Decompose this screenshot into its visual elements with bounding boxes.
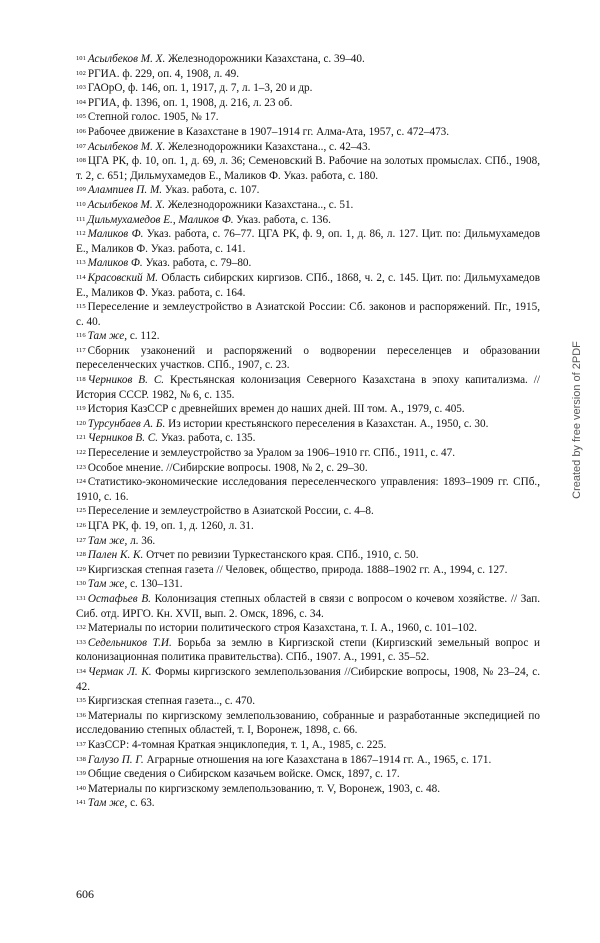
footnote-text: Область сибирских киргизов. СПб., 1868, ч. 2, с. 145. Цит. по: Дильмухамедов Е., Маликов Ф. Указ. работа, с. 164. [76,271,540,299]
footnote-number: 103 [76,84,86,92]
footnote [76,431,540,446]
footnote-number: 118 [76,376,86,384]
footnote-number: 112 [76,230,86,238]
footnote-number: 111 [76,215,86,223]
footnote-number: 106 [76,127,86,135]
footnote-text: Материалы по киргизскому землепользованию, собранные и разработанные экспедицией по исследованию степных областей, т. I, Воронеж, 1898, с. 66. [76,709,540,737]
footnote-text: Степной голос. 1905, № 17. [87,111,219,124]
footnote-text: РГИА. ф. 229, оп. 4, 1908, л. 49. [87,67,240,80]
footnote-text: Указ. работа, с. 79–80. [142,257,252,270]
footnote [76,694,540,709]
footnote [76,738,540,753]
footnote-author: Черников В. С. [87,374,165,387]
footnote-number: 140 [76,784,86,792]
footnote-author: Пален К. К. [87,549,144,562]
footnote [76,271,540,300]
footnote-text: л. 36. [127,534,156,547]
footnote-text: Борьба за землю в Киргизской степи (Киргизский земельный вопрос и колонизационная политика правительства). СПб., 1907. А., 1991, с. 35–52. [76,636,540,664]
footnote-number: 129 [76,565,86,573]
footnote-number: 121 [76,434,86,442]
footnote-text: Формы киргизского землепользования //Сибирские вопросы, 1908, № 23–24, с. 42. [76,665,540,693]
footnote-author: Там же, [87,330,128,343]
footnote [76,577,540,592]
footnote-number: 116 [76,332,86,340]
footnote-number: 127 [76,536,86,544]
footnote [76,621,540,636]
footnote-number: 141 [76,799,86,807]
footnote [76,548,540,563]
footnote [76,519,540,534]
footnotes-list [76,52,540,811]
footnote-text: Сборник узаконений и распоряжений о водворении переселенцев и образовании переселенческих участков. СПб., 1907, с. 23. [76,344,540,372]
footnote-author: Маликов Ф. [87,228,144,241]
footnote [76,81,540,96]
footnote-text: Отчет по ревизии Туркестанского края. СПб., 1910, с. 50. [143,549,419,562]
footnote-author: Асылбеков М. Х. [87,198,166,211]
footnote-text: История КазССР с древнейших времен до наших дней. III том. А., 1979, с. 405. [87,403,465,416]
footnote [76,329,540,344]
footnote-text: Указ. работа, с. 135. [158,432,256,445]
footnote-text: Переселение и землеустройство в Азиатской России: Сб. законов и распоряжений. Пг., 1915, с. 40. [76,301,540,328]
footnote [76,110,540,125]
footnote-number: 139 [76,770,86,778]
footnote-text: Колонизация степных областей в связи с вопросом о кочевом хозяйстве. // Зап. Сиб. отд. ИРГО. Кн. XVII, вып. 2. Омск, 1896, с. 34. [76,592,540,620]
footnote [76,417,540,432]
footnote-text: Рабочее движение в Казахстане в 1907–1914 гг. Алма-Ата, 1957, с. 472–473. [87,125,450,138]
footnote-number: 110 [76,200,86,208]
footnote-text: Из истории крестьянского переселения в Казахстан. А., 1950, с. 30. [165,417,489,430]
watermark-text: Created by free version of 2PDF [571,341,583,499]
footnote-number: 101 [76,55,86,62]
footnote [76,52,540,67]
footnote [76,782,540,797]
footnote [76,140,540,155]
footnote [76,475,540,504]
footnote-text: Указ. работа, с. 107. [162,184,260,197]
footnote-author: Асылбеков М. Х. [87,53,166,65]
footnote-text: Указ. работа, с. 136. [233,213,331,226]
footnote-number: 122 [76,449,86,457]
footnote-text: с. 130–131. [127,578,183,591]
footnote-text: Железнодорожники Казахстана.., с. 42–43. [165,140,371,153]
footnote [76,256,540,271]
footnote-author: Седельников Т.И. [87,636,172,649]
footnote [76,563,540,578]
footnote [76,402,540,417]
footnote-text: Особое мнение. //Сибирские вопросы. 1908, № 2, с. 29–30. [87,461,368,474]
footnote [76,67,540,82]
footnote-author: Там же, [87,534,128,547]
footnote [76,227,540,256]
footnote-number: 104 [76,98,86,106]
footnote-number: 108 [76,157,86,165]
footnote-number: 125 [76,507,86,515]
footnote-text: с. 112. [127,330,160,343]
footnote-text: Киргизская степная газета // Человек, общество, природа. 1888–1902 гг. А., 1994, с. 127. [87,563,508,576]
footnote-text: Киргизская степная газета.., с. 470. [87,695,256,708]
footnote [76,636,540,665]
footnote [76,96,540,111]
footnote [76,125,540,140]
footnote-number: 105 [76,113,86,121]
footnote-text: Статистико-экономические исследования переселенческого управления: 1893–1909 гг. СПб., 1910, с. 16. [76,476,540,503]
footnote-number: 136 [76,711,86,719]
footnote [76,592,540,621]
footnote-text: с. 63. [127,797,155,810]
footnote-text: Материалы по киргизскому землепользованию, т. V, Воронеж, 1903, с. 48. [87,782,440,795]
footnote-author: Маликов Ф. [87,257,143,270]
footnote [76,709,540,738]
footnote [76,300,540,329]
footnote [76,213,540,228]
footnote-author: Турсунбаев А. Б. [87,417,166,430]
footnote-number: 131 [76,594,86,602]
footnote-author: Остафьев В. [87,592,151,605]
footnote-author: Дильмухамедов Е., Маликов Ф. [87,213,234,226]
footnote-text: Аграрные отношения на юге Казахстана в 1867–1914 гг. А., 1965, с. 171. [143,753,492,766]
footnote-number: 120 [76,419,86,427]
footnote [76,198,540,213]
footnote-text: РГИА, ф. 1396, оп. 1, 1908, д. 216, л. 23 об. [87,96,293,109]
footnote-author: Асылбеков М. Х. [87,140,166,153]
footnote-text: Указ. работа, с. 76–77. ЦГА РК, ф. 9, оп. 1, д. 86, л. 127. Цит. по: Дильмухамедов Е., Маликов Ф. Указ. работа, с. 141. [76,228,541,255]
footnote [76,753,540,768]
footnote [76,796,540,811]
footnote-author: Там же, [87,578,128,591]
footnote-text: Переселение и землеустройство за Уралом за 1906–1910 гг. СПб., 1911, с. 47. [87,447,456,460]
footnote-text: Материалы по истории политического строя Казахстана, т. I. А., 1960, с. 101–102. [87,622,478,635]
footnote [76,504,540,519]
footnote-text: ГАОрО, ф. 146, оп. 1, 1917, д. 7, л. 1–3, 20 и др. [87,82,313,95]
footnote-number: 113 [76,259,86,267]
footnote-number: 107 [76,142,86,150]
footnote-author: Черников В. С. [87,432,159,445]
footnote [76,446,540,461]
footnote [76,344,540,373]
footnote [76,154,540,183]
footnote-number: 133 [76,638,86,646]
footnote-number: 126 [76,522,86,529]
footnote-author: Красовский М. [87,271,159,284]
footnote [76,534,540,549]
footnote-text: КазССР: 4-томная Краткая энциклопедия, т. 1, А., 1985, с. 225. [87,738,387,751]
footnote [76,665,540,694]
footnote-author: Там же, [87,797,128,810]
footnote-text: Общие сведения о Сибирском казачьем войске. Омск, 1897, с. 17. [87,768,400,781]
footnote-text: Переселение и землеустройство в Азиатской России, с. 4–8. [87,505,374,518]
footnote-author: Чермак Л. К. [87,665,152,678]
footnote-number: 137 [76,740,86,748]
footnote-author: Галузо П. Г. [87,753,144,766]
footnote-text: Крестьянская колонизация Северного Казахстана в эпоху капитализма. //История СССР. 1982, № 6, с. 135. [76,374,540,401]
footnote-number: 109 [76,186,86,194]
footnote [76,767,540,782]
footnote-number: 123 [76,463,86,471]
footnote-number: 135 [76,697,86,705]
footnote [76,373,540,402]
footnote-number: 117 [76,346,86,354]
footnote-author: Алампиев П. М. [87,184,163,197]
footnote-number: 130 [76,580,86,588]
page-number: 606 [76,887,94,901]
footnote-number: 119 [76,405,86,413]
footnote [76,183,540,198]
footnote-text: Железнодорожники Казахстана, с. 39–40. [165,53,365,65]
footnote [76,461,540,476]
footnote-number: 124 [76,478,86,486]
footnote-text: ЦГА РК, ф. 19, оп. 1, д. 1260, л. 31. [87,520,254,532]
footnote-number: 134 [76,667,86,675]
footnote-number: 114 [76,273,86,281]
footnote-number: 138 [76,755,86,763]
footnote-text: ЦГА РК, ф. 10, оп. 1, д. 69, л. 36; Семеновский В. Рабочие на золотых промыслах. СПб., 1908, т. 2, с. 651; Дильмухамедов Е., Маликов Ф. Указ. работа, с. 180. [76,155,540,182]
footnote-number: 132 [76,624,86,632]
footnote-number: 102 [76,69,86,77]
footnote-number: 128 [76,551,86,559]
footnote-number: 115 [76,303,86,311]
footnote-text: Железнодорожники Казахстана.., с. 51. [165,198,354,211]
